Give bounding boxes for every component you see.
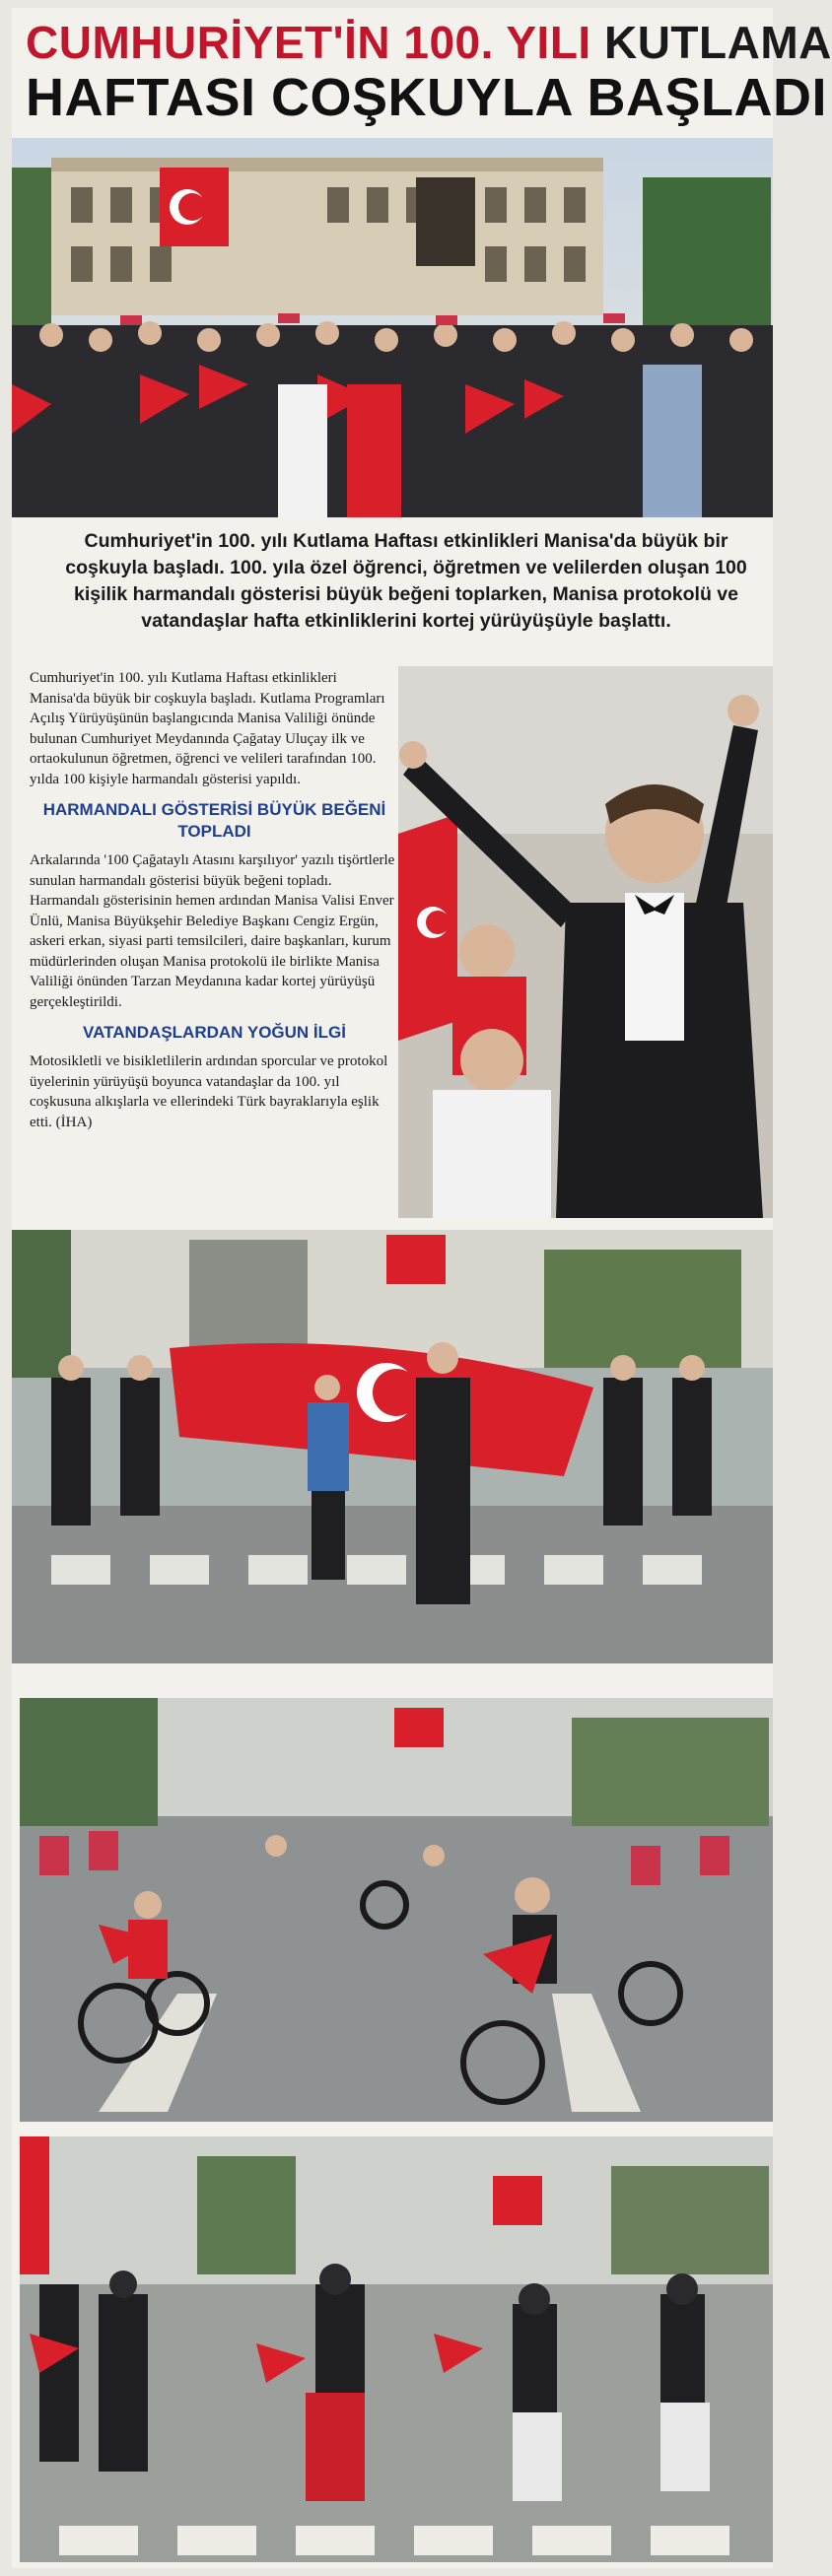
body-paragraph-2: Arkalarında '100 Çağataylı Atasını karşılıyor' yazılı tişörtlerle sunulan harmandalı gösterisi büyük beğeni topladı. Harmandalı gösterisinin hemen ardından Manisa Valisi Enver Ünlü, Manisa Büyükşehir Belediye Başkanı Cengiz Ergün, askeri erkan, siyasi parti temsilcileri, daire başkanları, kurum müdürlerinden oluşan Manisa protokolü ile birlikte Manisa Valiliği önünden Tarzan Meydanına kadar kortej yürüyüşü gerçekleştirildi. bbox=[30, 852, 395, 1010]
headline-line-2: HAFTASI COŞKUYLA BAŞLADI bbox=[26, 68, 827, 127]
body-paragraph-3: Motosikletli ve bisikletlilerin ardından sporcular ve protokol üyelerinin yürüyüşü boyunca vatandaşlar da 100. yıl coşkusuna alkışlarla ve ellerindeki Türk bayraklarıyla eşlik etti. (İHA) bbox=[30, 1053, 388, 1130]
photo-flag-march bbox=[12, 1230, 773, 1663]
photo-protocol-crowd bbox=[12, 138, 773, 517]
photo-saluting-boy bbox=[398, 666, 773, 1218]
motorcyclists-image bbox=[20, 2136, 773, 2562]
headline-dark-part: KUTLAMA bbox=[603, 17, 832, 68]
saluting-boy-image bbox=[398, 666, 773, 1218]
protocol-crowd-image bbox=[12, 138, 773, 517]
photo-motorcyclists bbox=[20, 2136, 773, 2562]
subhead-harmandali: HARMANDALI GÖSTERİSİ BÜYÜK BEĞENİ TOPLADI bbox=[42, 800, 386, 841]
headline-line-1 bbox=[26, 17, 832, 68]
subhead-vatandaslar: VATANDAŞLARDAN YOĞUN İLGİ bbox=[83, 1023, 346, 1042]
newspaper-page bbox=[12, 8, 832, 2568]
body-paragraph-1: Cumhuriyet'in 100. yılı Kutlama Haftası etkinlikleri Manisa'da büyük bir coşkuyla başladı. Kutlama Programları Açılış Yürüyüşünün başlangıcında Manisa Valiliği önünde bulunan Cumhuriyet Meydanında Çağatay Uluçay ilk ve ortaokulunun öğretmen, öğrenci ve velileri tarafından 100. yılda 100 kişiyle harmandalı gösterisi yapıldı. bbox=[30, 670, 385, 787]
photo-cyclists bbox=[20, 1698, 773, 2122]
headline bbox=[26, 12, 832, 130]
flag-march-image bbox=[12, 1230, 773, 1663]
cyclists-image bbox=[20, 1698, 773, 2122]
article-body bbox=[30, 668, 399, 1138]
lede-paragraph: Cumhuriyet'in 100. yılı Kutlama Haftası etkinlikleri Manisa'da büyük bir coşkuyla başladı. 100. yıla özel öğrenci, öğretmen ve velilerden oluşan 100 kişilik harmandalı gösterisi büyük beğeni toplarken, Manisa protokolü ve vatandaşlar hafta etkinliklerini kortej yürüyüşüyle başlattı. bbox=[65, 530, 747, 632]
headline-red-part: CUMHURİYET'İN 100. YILI bbox=[26, 17, 591, 68]
